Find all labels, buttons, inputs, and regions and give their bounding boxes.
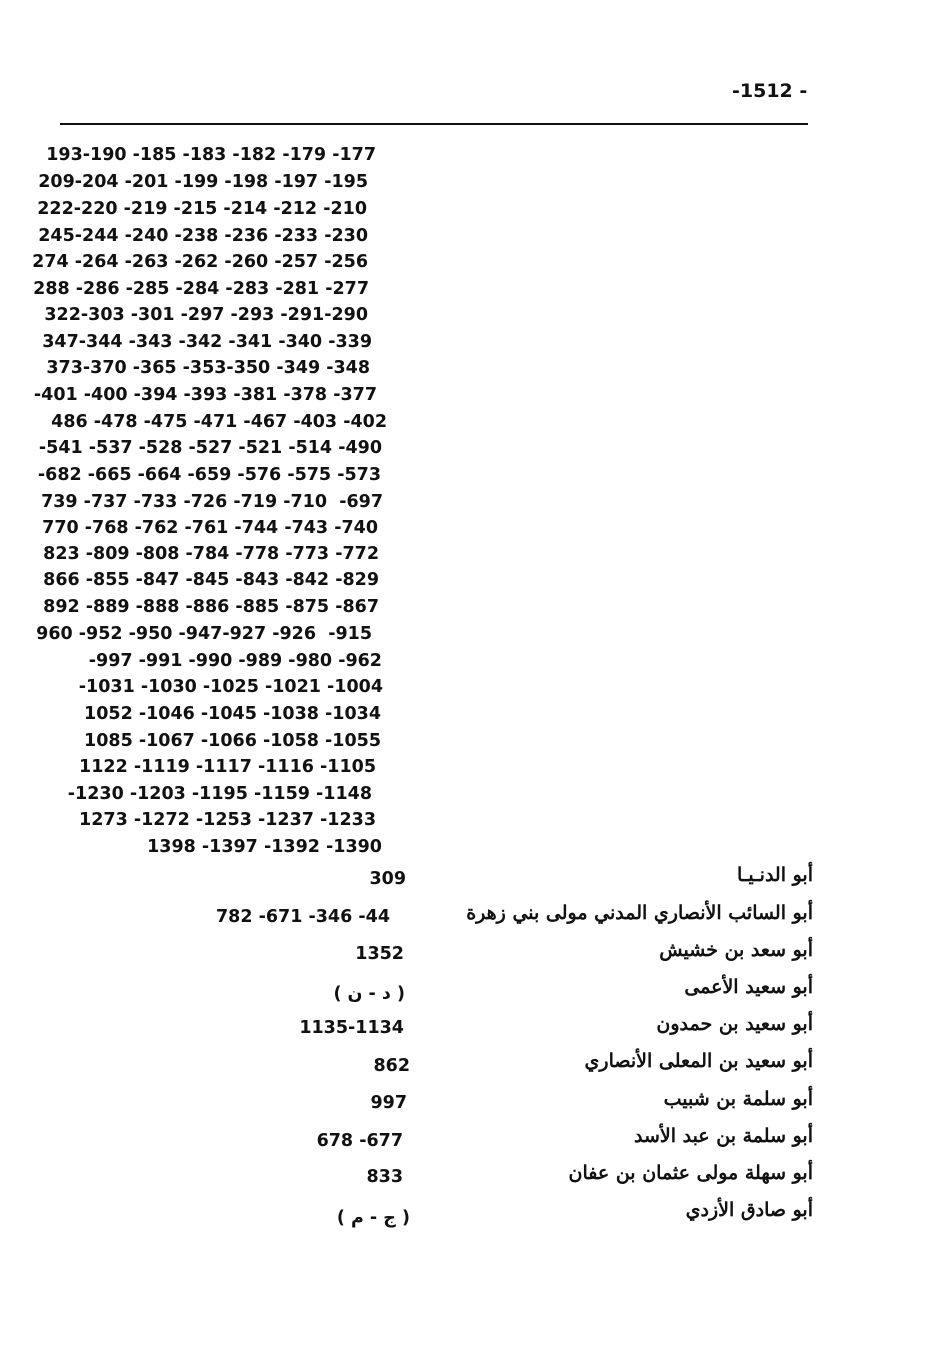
entry-name: أبو سهلة مولى عثمان بن عفان — [568, 1162, 813, 1184]
ref-line: 960 -952 -950 -947-927 -926 -915 — [36, 624, 372, 644]
index-entry — [0, 939, 947, 975]
index-entry — [0, 864, 947, 900]
ref-line: 274 -264 -263 -262 -260 -257 -256 — [32, 252, 368, 272]
index-entry — [0, 976, 947, 1012]
ref-line: 1085 -1067 -1066 -1058 -1055 — [84, 731, 381, 751]
ref-line: 1052 -1046 -1045 -1038 -1034 — [84, 704, 381, 724]
index-entry — [0, 902, 947, 938]
ref-line: -401 -400 -394 -393 -381 -378 -377 — [33, 385, 377, 405]
entry-refs: 309 — [369, 869, 406, 889]
entry-name: أبو سعيد الأعمى — [684, 976, 813, 998]
index-entry — [0, 1199, 947, 1235]
ref-line: 1122 -1119 -1117 -1116 -1105 — [79, 757, 376, 777]
entry-name: أبو سعيد بن حمدون — [656, 1013, 813, 1035]
ref-line: 1273 -1272 -1253 -1237 -1233 — [79, 810, 376, 830]
entry-refs: 1352 — [355, 944, 404, 964]
index-entry — [0, 1125, 947, 1161]
ref-line: 892 -889 -888 -886 -885 -875 -867 — [43, 597, 379, 617]
page-number: -1512 - — [732, 80, 808, 102]
ref-line: 823 -809 -808 -784 -778 -773 -772 — [43, 544, 379, 564]
index-entry — [0, 1162, 947, 1198]
ref-line: 1398 -1397 -1392 -1390 — [147, 837, 382, 857]
index-entry — [0, 1013, 947, 1049]
ref-line: 866 -855 -847 -845 -843 -842 -829 — [43, 570, 379, 590]
entry-name: أبو الدنـيـا — [737, 864, 813, 886]
ref-line: 245-244 -240 -238 -236 -233 -230 — [38, 226, 368, 246]
ref-line: 193-190 -185 -183 -182 -179 -177 — [46, 145, 376, 165]
entry-name: أبو سلمة بن شبيب — [663, 1088, 813, 1110]
entry-name: أبو سعيد بن المعلى الأنصاري — [584, 1050, 813, 1072]
ref-line: 209-204 -201 -199 -198 -197 -195 — [38, 172, 368, 192]
index-entry — [0, 1050, 947, 1086]
ref-line: -682 -665 -664 -659 -576 -575 -573 — [37, 465, 381, 485]
ref-line: 347-344 -343 -342 -341 -340 -339 — [42, 332, 372, 352]
entry-refs: ( ج - م ) — [336, 1208, 410, 1228]
ref-line: 770 -768 -762 -761 -744 -743 -740 — [42, 518, 378, 538]
ref-line: 373-370 -365 -353-350 -349 -348 — [46, 358, 370, 378]
ref-line: 739 -737 -733 -726 -719 -710 -697 — [41, 492, 383, 512]
entry-refs: 997 — [370, 1093, 407, 1113]
entry-refs: ( د - ن ) — [333, 984, 405, 1004]
ref-line: 486 -478 -475 -471 -467 -403 -402 — [51, 412, 387, 432]
ref-line: -1230 -1203 -1195 -1159 -1148 — [67, 784, 372, 804]
header-rule — [60, 123, 808, 125]
entry-name: أبو سلمة بن عبد الأسد — [633, 1125, 813, 1147]
entry-refs: 862 — [373, 1056, 410, 1076]
entry-name: أبو سعد بن خشيش — [659, 939, 813, 961]
ref-line: 322-303 -301 -297 -293 -291-290 — [44, 305, 368, 325]
ref-line: -997 -991 -990 -989 -980 -962 — [88, 651, 382, 671]
entry-refs: 1135-1134 — [299, 1018, 404, 1038]
entry-name: أبو صادق الأزدي — [685, 1199, 813, 1221]
ref-line: 288 -286 -285 -284 -283 -281 -277 — [33, 279, 369, 299]
ref-line: -541 -537 -528 -527 -521 -514 -490 — [38, 438, 382, 458]
entry-refs: 678 -677 — [316, 1131, 403, 1151]
ref-line: -1031 -1030 -1025 -1021 -1004 — [78, 677, 383, 697]
entry-name: أبو السائب الأنصاري المدني مولى بني زهرة — [466, 902, 813, 924]
ref-line: 222-220 -219 -215 -214 -212 -210 — [37, 199, 367, 219]
entry-refs: 782 -671 -346 -44 — [215, 907, 390, 927]
index-entry — [0, 1088, 947, 1124]
entry-refs: 833 — [366, 1167, 403, 1187]
